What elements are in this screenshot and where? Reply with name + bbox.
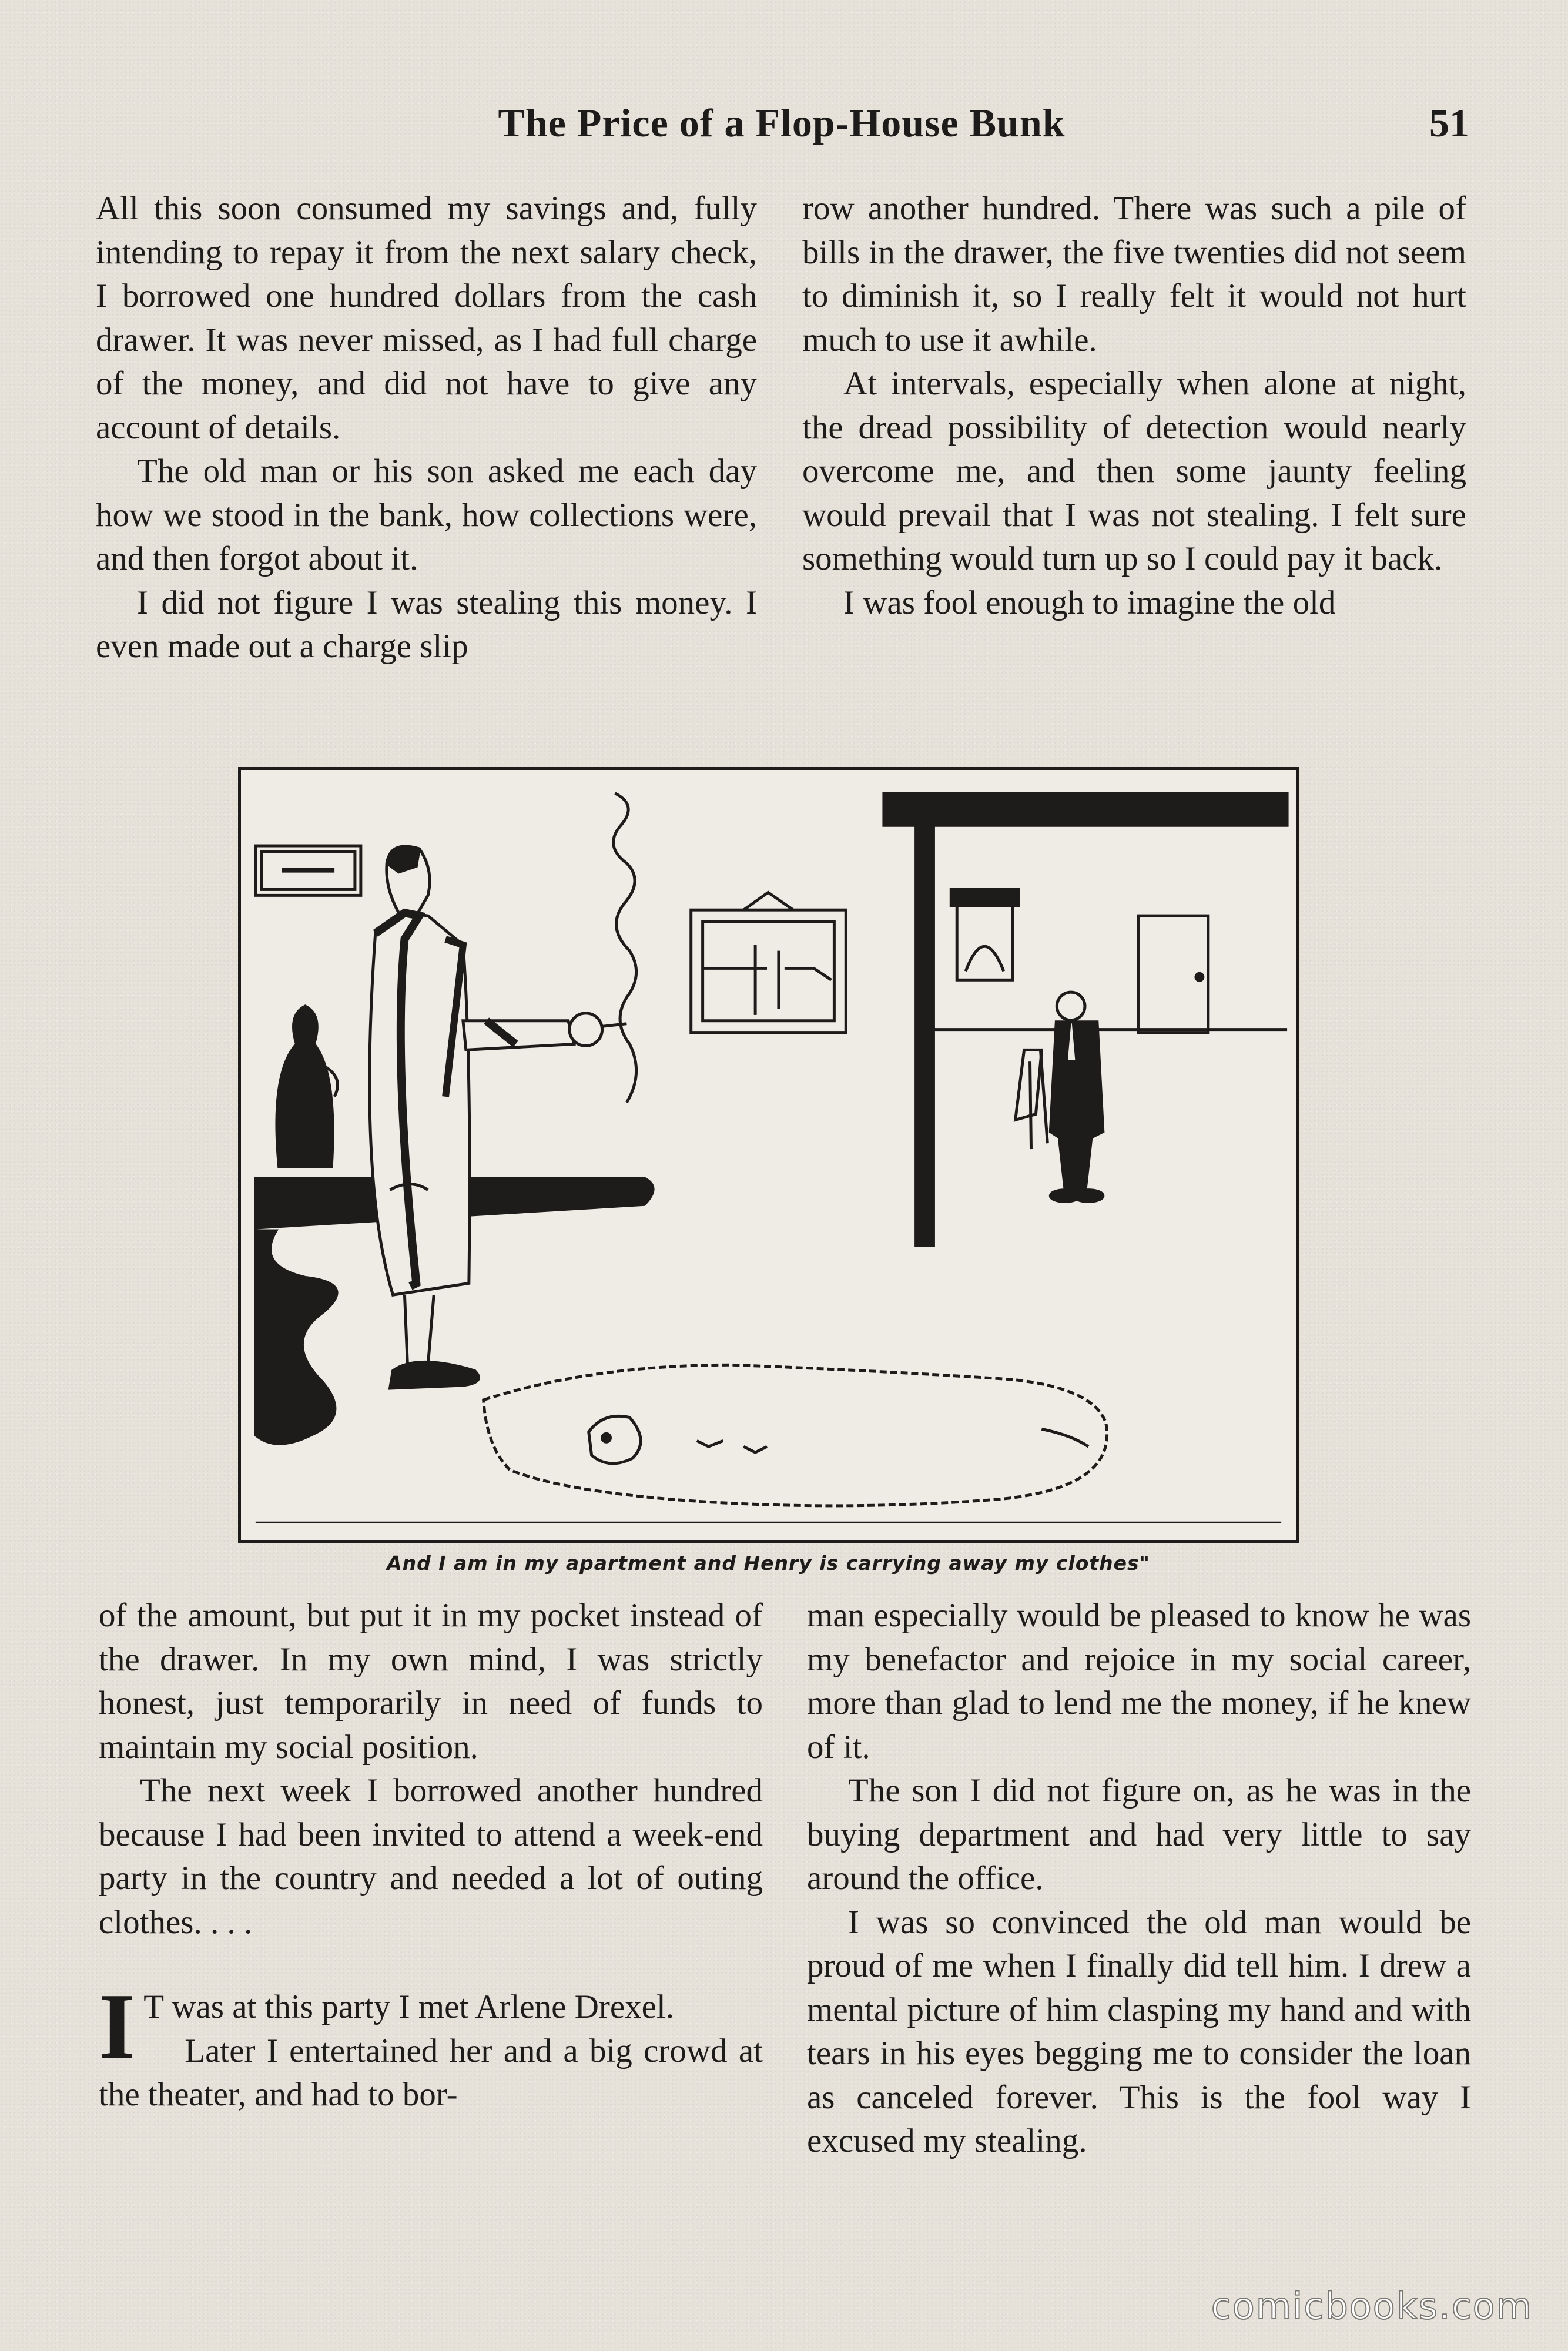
paragraph: I was so convinced the old man would be proud of me when I finally did tell him. I drew a mental picture of him clasping my hand and with tears in his eyes begging me to consider the loan as canceled forever. This is the fool way I excused my stealing. bbox=[807, 1903, 1471, 2159]
column-top-left bbox=[96, 187, 757, 669]
paragraph: man especially would be pleased to know he was my benefactor and rejoice in my social career, more than glad to lend me the money, if he knew of it. bbox=[807, 1597, 1471, 1766]
paragraph: I did not figure I was stealing this money. I even made out a charge slip bbox=[96, 584, 757, 665]
column-bottom-left bbox=[99, 1594, 763, 2117]
watermark: comicbooks.com bbox=[1211, 2285, 1533, 2327]
page-number: 51 bbox=[1429, 101, 1469, 145]
man-in-robe bbox=[370, 846, 627, 1388]
cartoon-drawing bbox=[241, 770, 1296, 1540]
paragraph-text: T was at this party I met Arlene Drexel. bbox=[143, 1988, 675, 2025]
paragraph: Later I entertained her and a big crowd at the theater, and had to bor- bbox=[99, 2032, 763, 2113]
page-title: The Price of a Flop-House Bunk bbox=[498, 101, 1066, 145]
ceiling-beam bbox=[884, 793, 1287, 826]
paragraph: The old man or his son asked me each day how we stood in the bank, how collections were, and then forgot about it. bbox=[96, 453, 757, 577]
column-top-right bbox=[802, 187, 1466, 625]
paragraph: The next week I borrowed another hundred because I had been invited to attend a week-end party in the country and needed a lot of outing clothes. . . . bbox=[99, 1772, 763, 1941]
paragraph: All this soon consumed my savings and, fully intending to repay it from the next salary check, I borrowed one hundred dollars from the cash drawer. It was never missed, as I had full charge of the money, and did not have to give any account of details. bbox=[96, 190, 757, 446]
paragraph: row another hundred. There was such a pile of bills in the drawer, the five twenties did not seem to diminish it, so I really felt it would not hurt much to use it awhile. bbox=[802, 190, 1466, 359]
clothes-bundle bbox=[1016, 1050, 1042, 1120]
paragraph: I was fool enough to imagine the old bbox=[843, 584, 1336, 621]
paragraph: The son I did not figure on, as he was in the buying department and had very little to say around the office. bbox=[807, 1772, 1471, 1897]
illustration-caption: And I am in my apartment and Henry is carrying away my clothes" bbox=[387, 1552, 1150, 1575]
door-frame bbox=[916, 825, 934, 1245]
pitcher bbox=[277, 1006, 333, 1167]
column-bottom-right bbox=[807, 1594, 1471, 2164]
paragraph: At intervals, especially when alone at night, the dread possibility of detection would nearly overcome me, and then some jaunty feeling would prevail that I was not stealing. I felt sure something would turn up so I could pay it back. bbox=[802, 365, 1466, 577]
bear-rug bbox=[484, 1365, 1107, 1506]
wall-picture bbox=[691, 910, 846, 1032]
paragraph: of the amount, but put it in my pocket instead of the drawer. In my own mind, I was strictly honest, just temporarily in need of funds to maintain my social position. bbox=[99, 1597, 763, 1766]
illustration bbox=[238, 767, 1299, 1543]
running-header bbox=[94, 100, 1469, 159]
table-leg bbox=[256, 1231, 337, 1444]
drop-cap: I bbox=[99, 1974, 136, 2078]
cigarette-smoke bbox=[614, 793, 636, 1103]
butler-figure bbox=[1016, 992, 1103, 1201]
